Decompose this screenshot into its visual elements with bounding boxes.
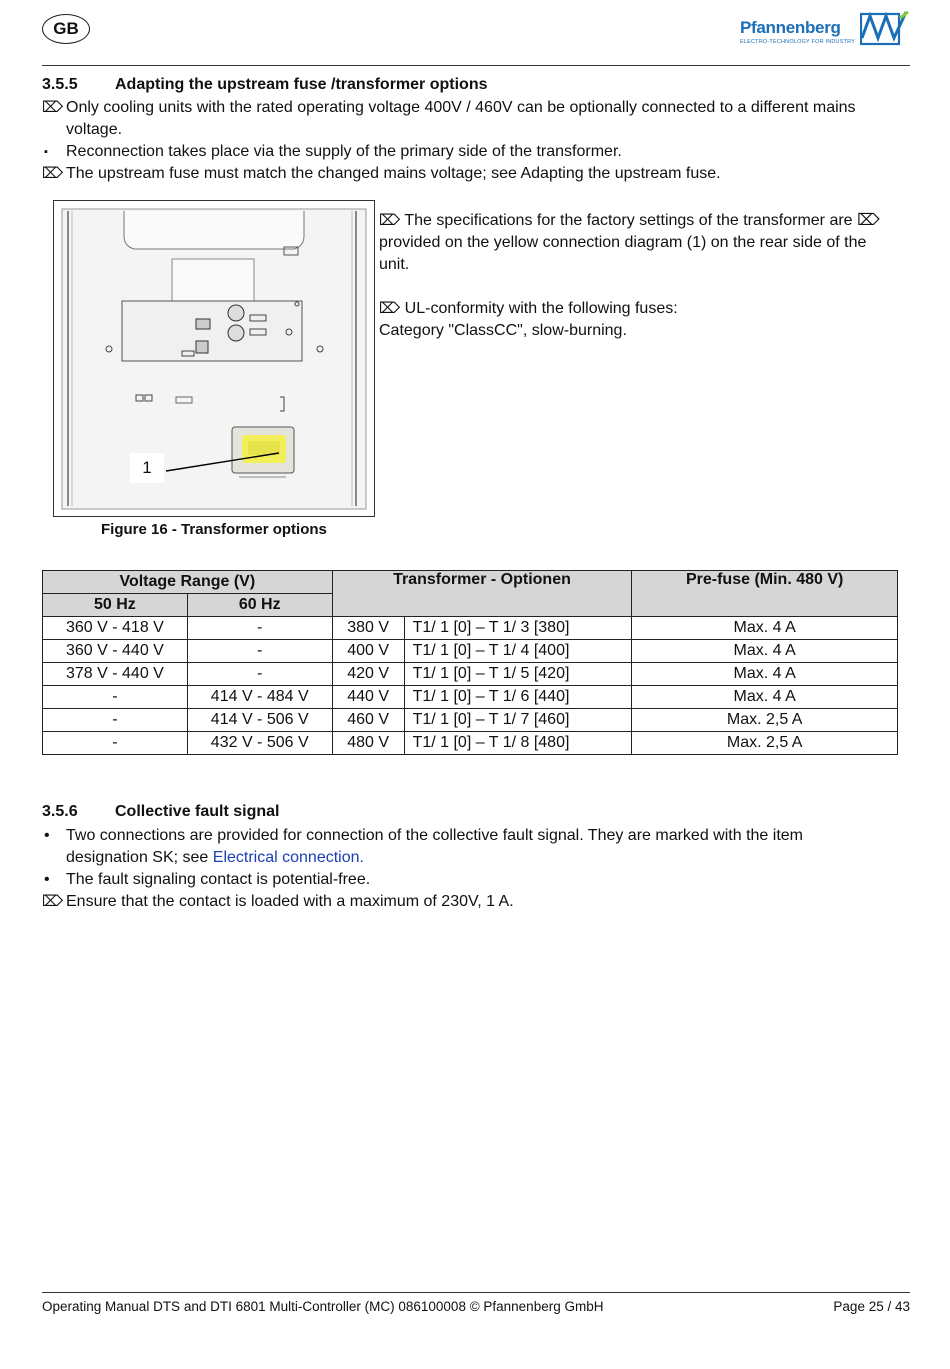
round-bullet-icon: • [44,871,50,888]
table-row: 378 V - 440 V - 420 V T1/ 1 [0] – T 1/ 5 [420] Max. 4 A [43,663,898,686]
header-voltage-range: Voltage Range (V) [43,571,333,594]
language-badge: GB [42,14,90,44]
body-line: ▪ Reconnection takes place via the supply of the primary side of the transformer. [42,141,910,163]
body-line: ⌦ The specifications for the factory settings of the transformer are ⌦ [379,212,880,229]
body-line: designation SK; see Electrical connection. [66,849,364,866]
header-transformer: Transformer - Optionen [332,571,632,617]
brand-wave-icon [860,10,910,46]
section-title: Adapting the upstream fuse /transformer options [115,76,488,93]
body-line: Category "ClassCC", slow-burning. [379,322,627,339]
table-row: 360 V - 418 V - 380 V T1/ 1 [0] – T 1/ 3 [380] Max. 4 A [43,617,898,640]
pfannenberg-logo [738,8,910,48]
pointer-icon: ⌦ [379,212,401,229]
body-line: unit. [379,256,410,273]
body-line: • Two connections are provided for connection of the collective fault signal. They are marked with the item [42,825,910,847]
pointer-icon: ⌦ [42,99,64,116]
table-row: - 414 V - 484 V 440 V T1/ 1 [0] – T 1/ 6 [440] Max. 4 A [43,686,898,709]
section-number: 3.5.6 [42,803,78,820]
table-header-row [43,571,898,594]
pointer-icon: ⌦ [42,893,64,910]
pointer-icon: ⌦ [42,165,64,182]
header-rule [42,65,910,66]
spacer [379,276,909,298]
header-prefuse: Pre-fuse (Min. 480 V) [632,571,898,617]
body-line: ⌦ UL-conformity with the following fuses: [379,300,678,317]
header-60hz: 60 Hz [187,594,332,617]
round-bullet-icon: • [44,827,50,844]
body-line: ⌦ Only cooling units with the rated operating voltage 400V / 460V can be optionally connected to a different mains [42,97,910,119]
body-line: provided on the yellow connection diagram (1) on the rear side of the [379,234,867,251]
section-heading-356 [42,803,279,821]
table-row: - 414 V - 506 V 460 V T1/ 1 [0] – T 1/ 7 [460] Max. 2,5 A [43,709,898,732]
pointer-icon: ⌦ [379,300,401,317]
table-row: - 432 V - 506 V 480 V T1/ 1 [0] – T 1/ 8 [480] Max. 2,5 A [43,732,898,755]
brand-name: Pfannenberg [740,18,841,37]
figure-side-text [379,210,909,342]
section-heading-355 [42,76,487,94]
brand-tagline: ELECTRO-TECHNOLOGY FOR INDUSTRY [740,39,856,45]
footer-rule [42,1292,910,1293]
section-title: Collective fault signal [115,803,280,820]
body-line: ⌦ Ensure that the contact is loaded with a maximum of 230V, 1 A. [42,891,910,913]
figure-callout-label: 1 [130,453,164,483]
section-355-body [42,97,910,185]
table-row: 360 V - 440 V - 400 V T1/ 1 [0] – T 1/ 4 [400] Max. 4 A [43,640,898,663]
header-50hz: 50 Hz [43,594,188,617]
figure-caption: Figure 16 - Transformer options [101,521,327,538]
electrical-connection-link[interactable]: Electrical connection. [212,849,364,866]
transformer-figure [53,200,375,517]
body-line: ⌦ The upstream fuse must match the changed mains voltage; see Adapting the upstream fuse. [42,163,910,185]
body-line: • The fault signaling contact is potential-free. [42,869,910,891]
callout-leader-line [54,201,374,516]
square-bullet-icon: ▪ [44,146,48,158]
page-number: Page 25 / 43 [833,1299,910,1314]
voltage-table [42,570,898,755]
footer-text: Operating Manual DTS and DTI 6801 Multi-Controller (MC) 086100008 © Pfannenberg GmbH [42,1299,604,1314]
body-line: voltage. [66,121,123,138]
section-number: 3.5.5 [42,76,78,93]
section-356-body [42,825,910,913]
